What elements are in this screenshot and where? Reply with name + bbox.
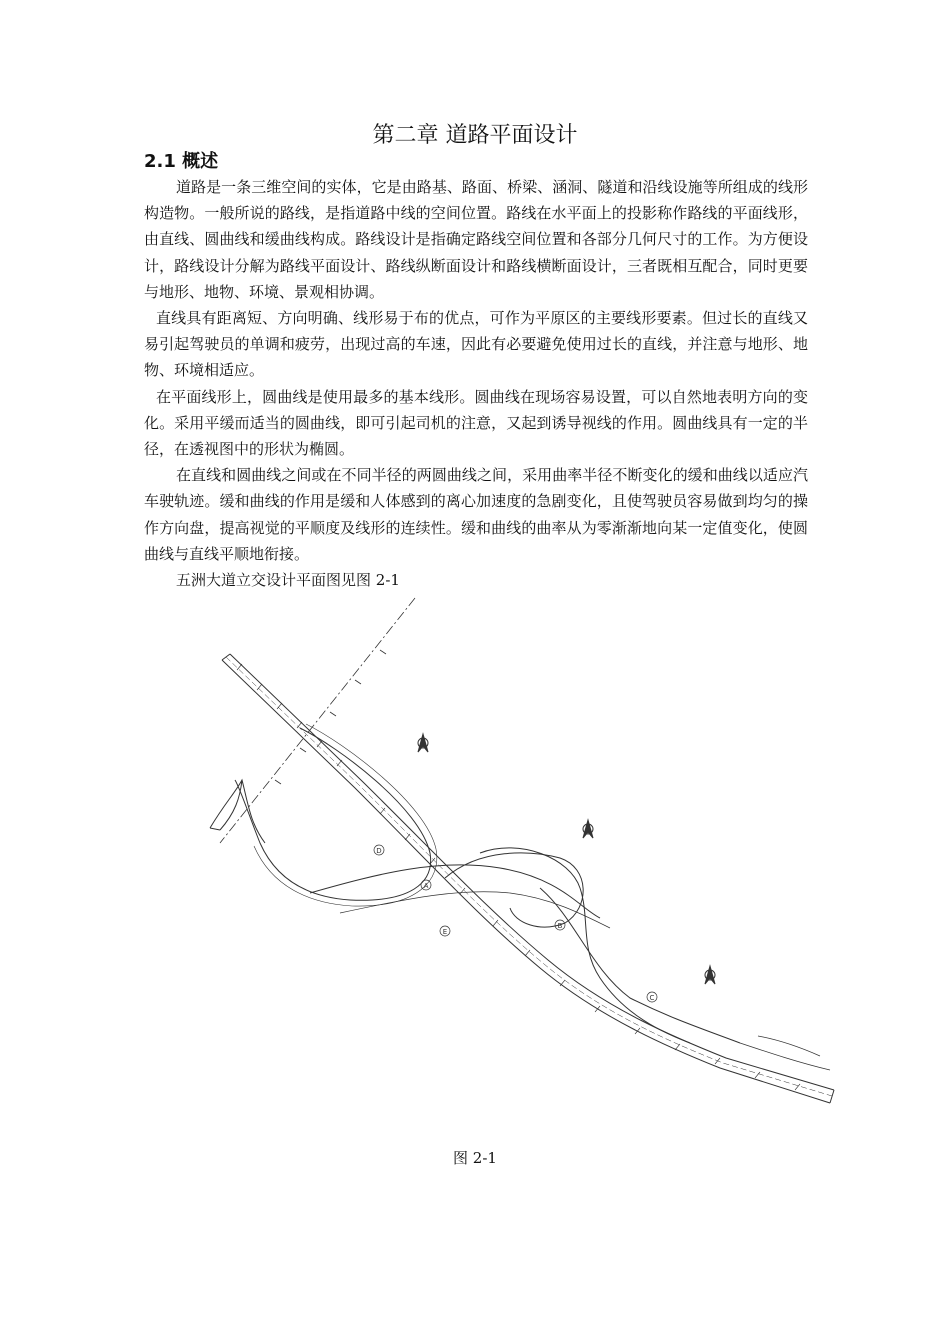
paragraph-figure-reference: 五洲大道立交设计平面图见图 2-1 — [176, 571, 400, 590]
ramp-right-end — [740, 1036, 830, 1070]
main-road-edge-right — [230, 654, 834, 1090]
paragraph-transition-curve: 在直线和圆曲线之间或在不同半径的两圆曲线之间，采用曲率半径不断变化的缓和曲线以适应汽车驶轨迹。缓和曲线的作用是缓和人体感到的离心加速度的急剧变化，且使驾驶员容易做到均匀的操作方向盘，提高视觉的平顺度及线形的连续性。缓和曲线的曲率从为零渐渐地向某一定值变化，使圆曲线与直线平顺地衔接。 — [144, 466, 808, 563]
interchange-plan-drawing — [180, 588, 840, 1118]
ramp-label-b: B — [557, 922, 563, 930]
station-ticks — [237, 664, 800, 1090]
paragraph-overview: 道路是一条三维空间的实体，它是由路基、路面、桥梁、涵洞、隧道和沿线设施等所组成的线形构造物。一般所说的路线，是指道路中线的空间位置。路线在水平面上的投影称作路线的平面线形，由直线、圆曲线和缓曲线构成。路线设计是指确定路线空间位置和各部分几何尺寸的工作。为方便设计，路线设计分解为路线平面设计、路线纵断面设计和路线横断面设计，三者既相互配合，同时更要与地形、地物、环境、景观相协调。 — [144, 178, 808, 301]
paragraph-circular-curve: 在平面线形上，圆曲线是使用最多的基本线形。圆曲线在现场容易设置，可以自然地表明方向的变化。采用平缓而适当的圆曲线，即可引起司机的注意，又起到诱导视线的作用。圆曲线具有一定的半径，在透视图中的形状为椭圆。 — [144, 387, 808, 459]
paragraph-straight-line: 直线具有距离短、方向明确、线形易于布的优点，可作为平原区的主要线形要素。但过长的直线又易引起驾驶员的单调和疲劳，出现过高的车速，因此有必要避免使用过长的直线，并注意与地形、地物、环境相适应。 — [144, 309, 808, 380]
ramp-label-e: E — [442, 928, 448, 936]
ramp-d-loop — [235, 728, 431, 900]
ramp-label-d: D — [376, 847, 382, 855]
body-text — [144, 174, 808, 593]
survey-line — [220, 598, 415, 843]
ramp-label-a: A — [423, 882, 429, 890]
figure-caption: 图 2-1 — [453, 1149, 497, 1167]
ramp-b-loop — [445, 853, 583, 927]
section-heading: 2.1 概述 — [144, 151, 219, 172]
ramp-label-c: C — [649, 994, 655, 1002]
north-arrow-icon — [418, 734, 715, 984]
main-road-center — [226, 657, 832, 1096]
chapter-title: 第二章 道路平面设计 — [372, 123, 578, 148]
main-road-start — [222, 654, 230, 660]
interchange-plan-svg — [180, 588, 840, 1118]
main-road-end — [830, 1090, 834, 1103]
